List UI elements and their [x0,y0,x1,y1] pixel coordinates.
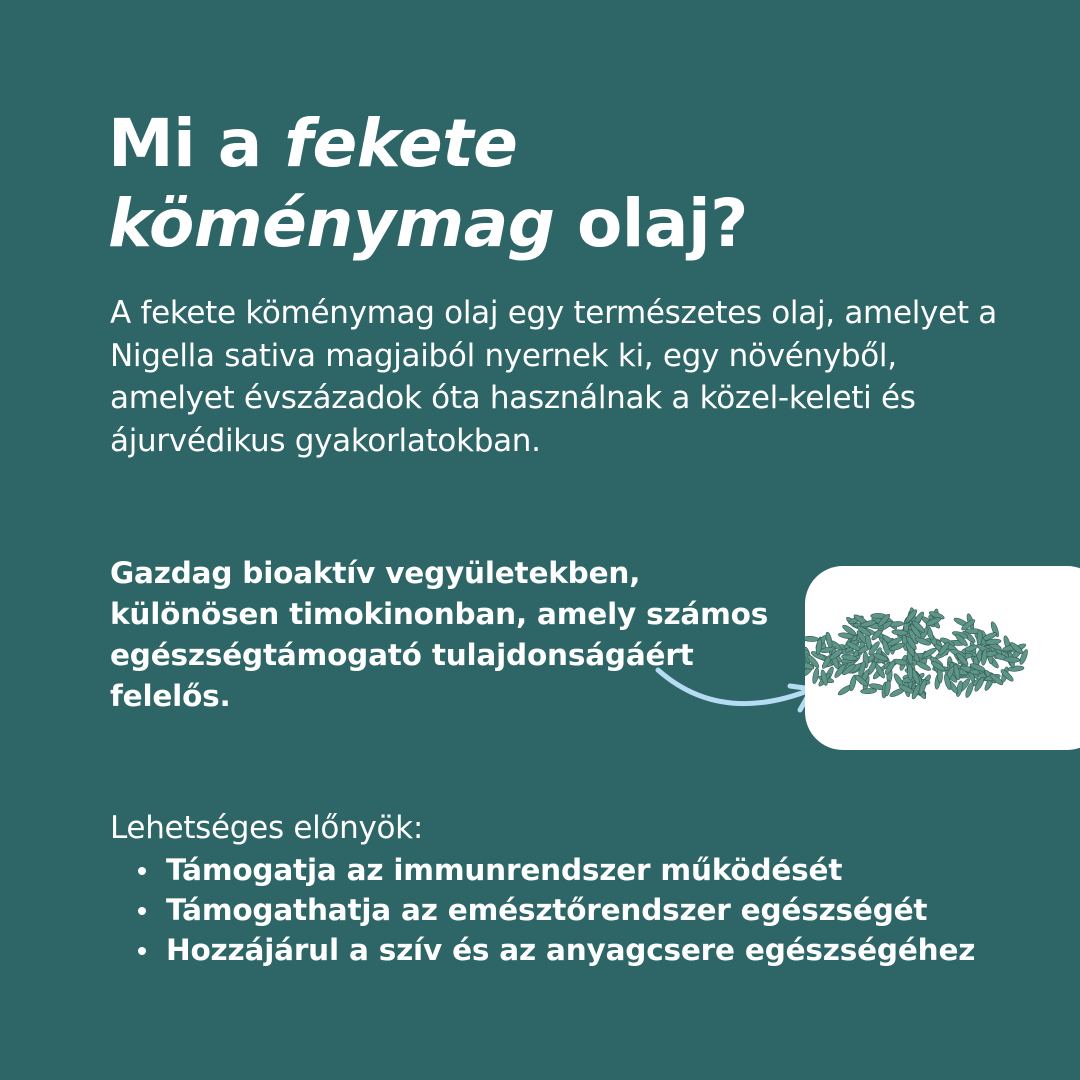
title-italic: fekete [284,105,518,182]
bullet-icon [138,907,146,915]
benefit-text: Támogathatja az emésztőrendszer egészségét [166,893,928,927]
title-text: olaj? [554,185,748,262]
seed [1004,656,1020,662]
arrow-icon [650,660,820,730]
benefit-text: Támogatja az immunrendszer működését [166,853,843,887]
bullet-icon [138,947,146,955]
seed [811,667,819,684]
highlight-paragraph: Gazdag bioaktív vegyületekben, különösen timokinonban, amely számos egészségtámogató tulajdonságáért felelős. [110,556,769,713]
benefits-list [134,850,1034,970]
benefit-item [134,890,1034,930]
intro-paragraph: A fekete köménymag olaj egy természetes olaj, amelyet a Nigella sativa magjaiból nyernek ki, egy növényből, amelyet évszázadok óta használnak a közel-keleti és ájurvédikus gyakorlatokban. [110,295,997,459]
title-italic: köménymag [108,185,555,262]
benefit-item [134,850,1034,890]
title-text: Mi a [108,105,285,182]
seed [805,636,819,642]
bullet-icon [138,867,146,875]
benefit-text: Hozzájárul a szív és az anyagcsere egészségéhez [166,933,976,967]
page-title [108,104,748,264]
benefits-label: Lehetséges előnyök: [110,810,423,846]
seeds-image-card [805,566,1080,750]
black-cumin-seeds-illustration [805,566,1080,750]
benefit-item [134,930,1034,970]
seed [1008,665,1024,672]
